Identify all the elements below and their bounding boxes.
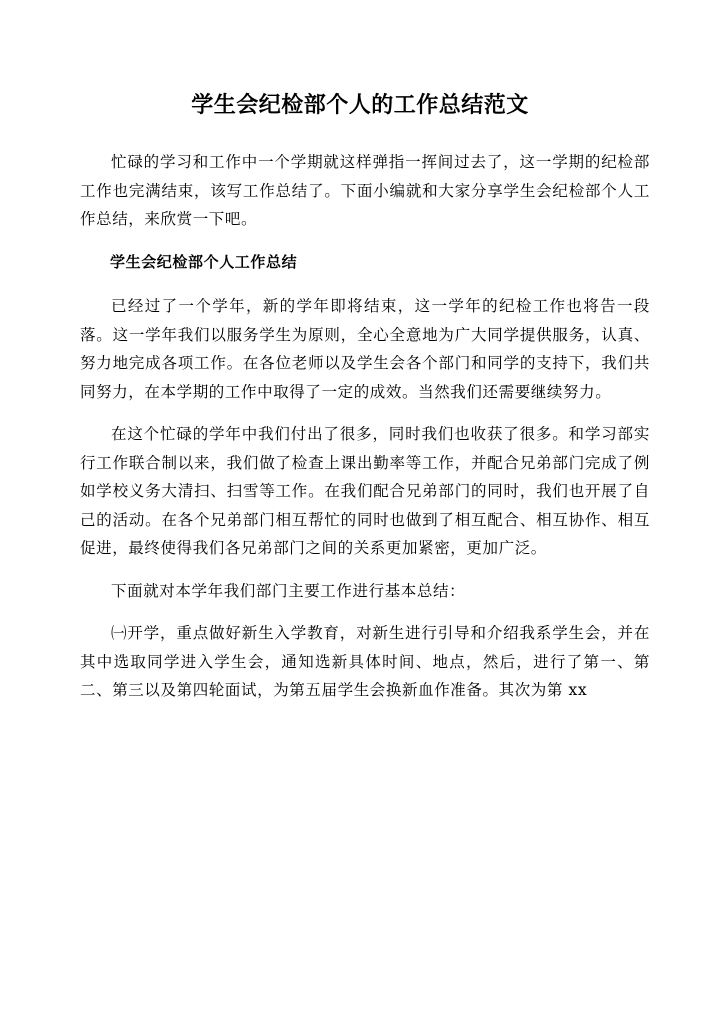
section-heading: 学生会纪检部个人工作总结 — [110, 252, 298, 271]
document-body — [80, 148, 650, 719]
body-paragraph-2: 在这个忙碌的学年中我们付出了很多，同时我们也收获了很多。和学习部实行工作联合制以来，我们做了检查上课出勤率等工作，并配合兄弟部门完成了例如学校义务大清扫、扫雪等工作。在我们配合兄弟部门的同时，我们也开展了自己的活动。在各个兄弟部门相互帮忙的同时也做到了相互配合、相互协作、相互促进，最终使得我们各兄弟部门之间的关系更加紧密，更加广泛。 — [80, 425, 650, 557]
document-title: 学生会纪检部个人的工作总结范文 — [191, 93, 529, 118]
intro-paragraph: 忙碌的学习和工作中一个学期就这样弹指一挥间过去了，这一学期的纪检部工作也完满结束，该写工作总结了。下面小编就和大家分享学生会纪检部个人工作总结，来欣赏一下吧。 — [80, 153, 650, 228]
body-paragraph-1: 已经过了一个学年，新的学年即将结束，这一学年的纪检工作也将告一段落。这一学年我们以服务学生为原则，全心全意地为广大同学提供服务，认真、努力地完成各项工作。在各位老师以及学生会各个部门和同学的支持下，我们共同努力，在本学期的工作中取得了一定的成效。当然我们还需要继续努力。 — [80, 297, 650, 401]
body-paragraph-3: 下面就对本学年我们部门主要工作进行基本总结： — [111, 581, 466, 600]
body-paragraph-4: ㈠开学，重点做好新生入学教育，对新生进行引导和介绍我系学生会，并在其中选取同学进入学生会，通知选新具体时间、地点，然后，进行了第一、第二、第三以及第四轮面试，为第五届学生会换新血作准备。其次为第 xx — [80, 624, 650, 699]
